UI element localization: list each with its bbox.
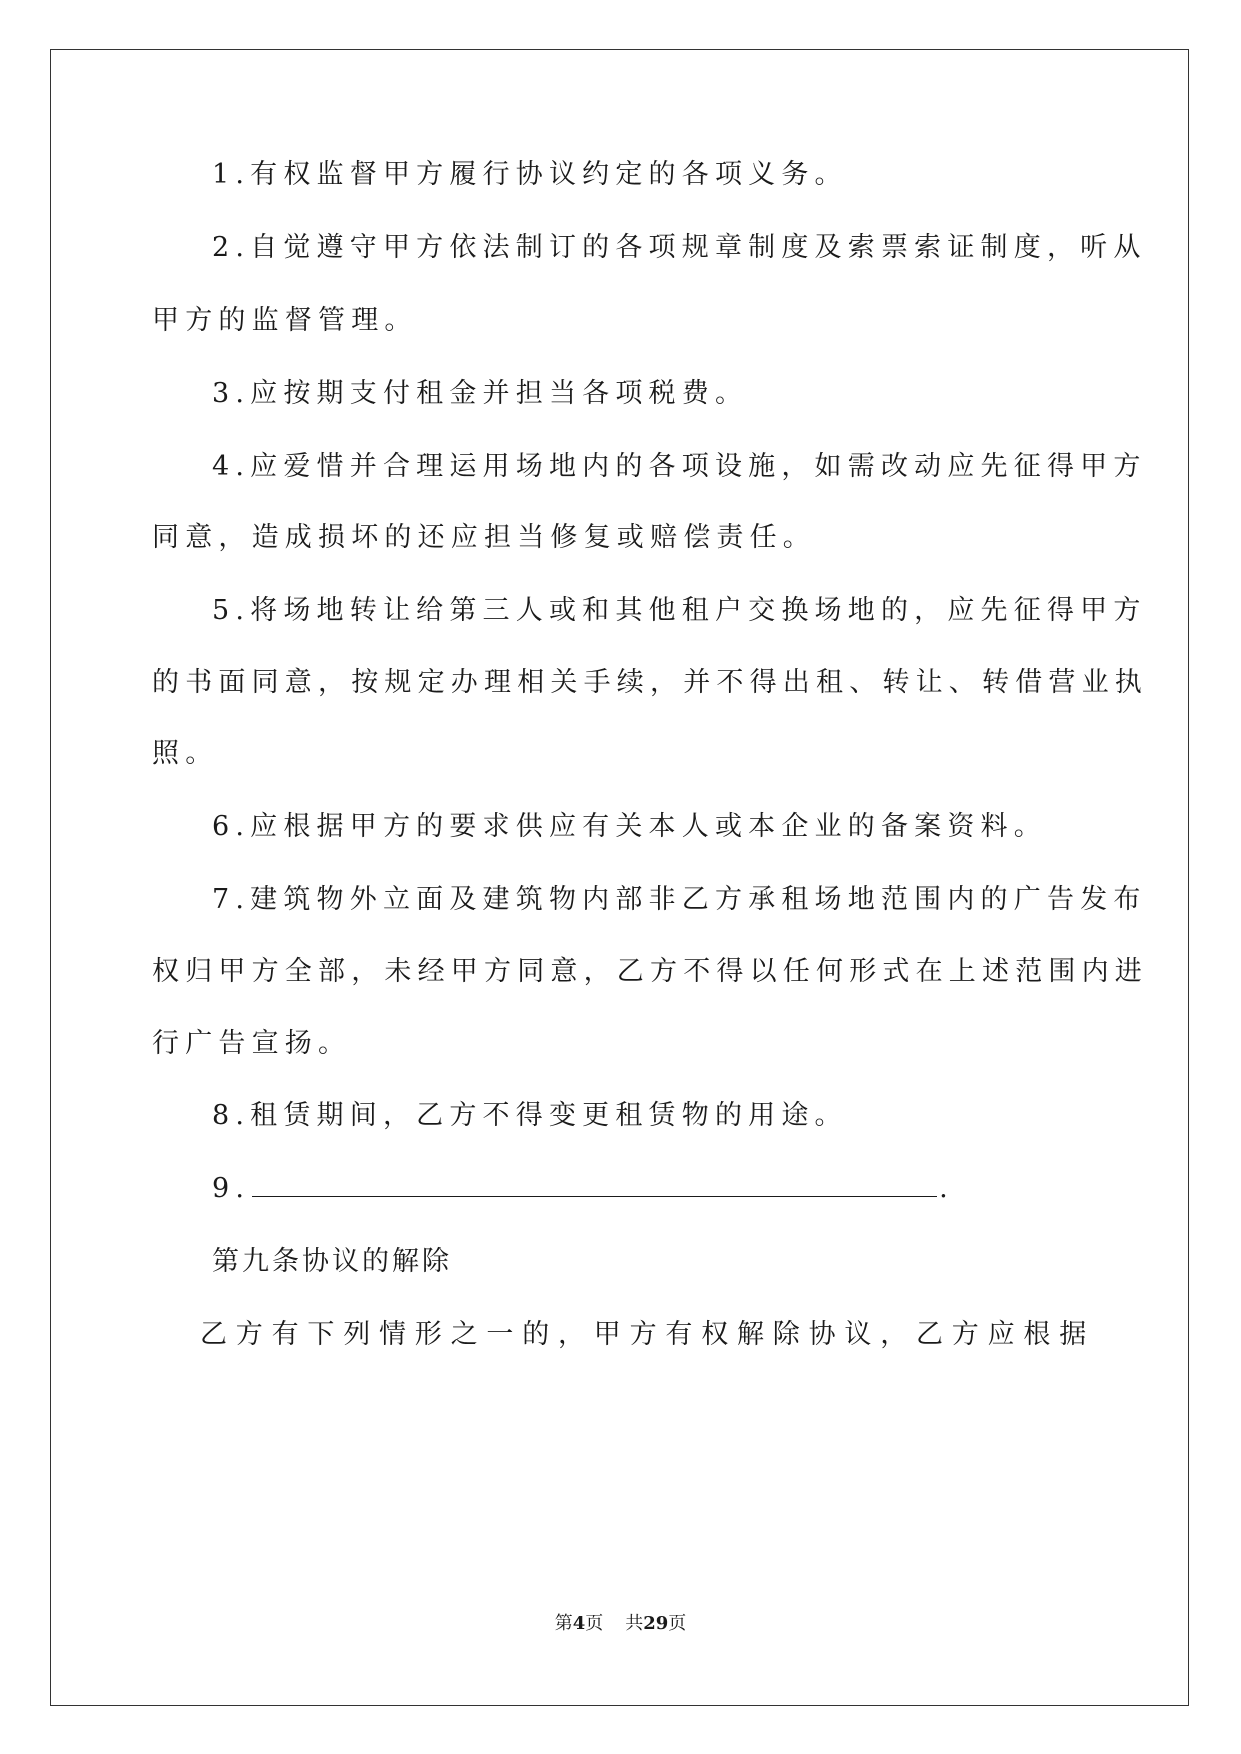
clause-item-8: 8.租赁期间，乙方不得变更租赁物的用途。 [212, 1100, 848, 1131]
termination-paragraph: 乙方有下列情形之一的，甲方有权解除协议，乙方应根据 [200, 1319, 1095, 1350]
clause-item-5-cont2: 照。 [152, 738, 219, 769]
clause-item-5: 5.将场地转让给第三人或和其他租户交换场地的，应先征得甲方 [212, 595, 1147, 626]
page-border [50, 49, 1189, 1706]
footer-total-post: 页 [668, 1613, 687, 1634]
clause-item-7: 7.建筑物外立面及建筑物内部非乙方承租场地范围内的广告发布 [212, 884, 1147, 915]
clause-item-7-cont: 权归甲方全部，未经甲方同意，乙方不得以任何形式在上述范围内进 [152, 956, 1148, 987]
footer-page-pre: 第 [554, 1613, 573, 1634]
clause-item-5-cont: 的书面同意，按规定办理相关手续，并不得出租、转让、转借营业执 [152, 667, 1148, 698]
clause-item-6: 6.应根据甲方的要求供应有关本人或本企业的备案资料。 [212, 811, 1047, 842]
item9-number: 9. [212, 1173, 251, 1204]
footer-page-number: 4 [572, 1613, 586, 1634]
clause-item-7-cont2: 行广告宣扬。 [152, 1028, 352, 1059]
section-heading: 第九条协议的解除 [212, 1246, 452, 1277]
clause-item-3: 3.应按期支付租金并担当各项税费。 [212, 378, 749, 409]
clause-item-2-cont: 甲方的监督管理。 [152, 305, 418, 336]
footer-page-post: 页 [585, 1613, 604, 1634]
footer-total-pre: 共 [625, 1613, 644, 1634]
footer-total-pages: 29 [643, 1613, 669, 1634]
item9-blank-underline [252, 1172, 937, 1197]
clause-item-2: 2.自觉遵守甲方依法制订的各项规章制度及索票索证制度，听从 [212, 232, 1147, 263]
page-footer [0, 1612, 1241, 1636]
clause-item-4-cont: 同意，造成损坏的还应担当修复或赔偿责任。 [152, 522, 816, 553]
item9-end-mark: . [939, 1173, 954, 1204]
clause-item-9 [212, 1172, 954, 1206]
clause-item-4: 4.应爱惜并合理运用场地内的各项设施，如需改动应先征得甲方 [212, 451, 1147, 482]
clause-item-1: 1.有权监督甲方履行协议约定的各项义务。 [212, 159, 848, 190]
